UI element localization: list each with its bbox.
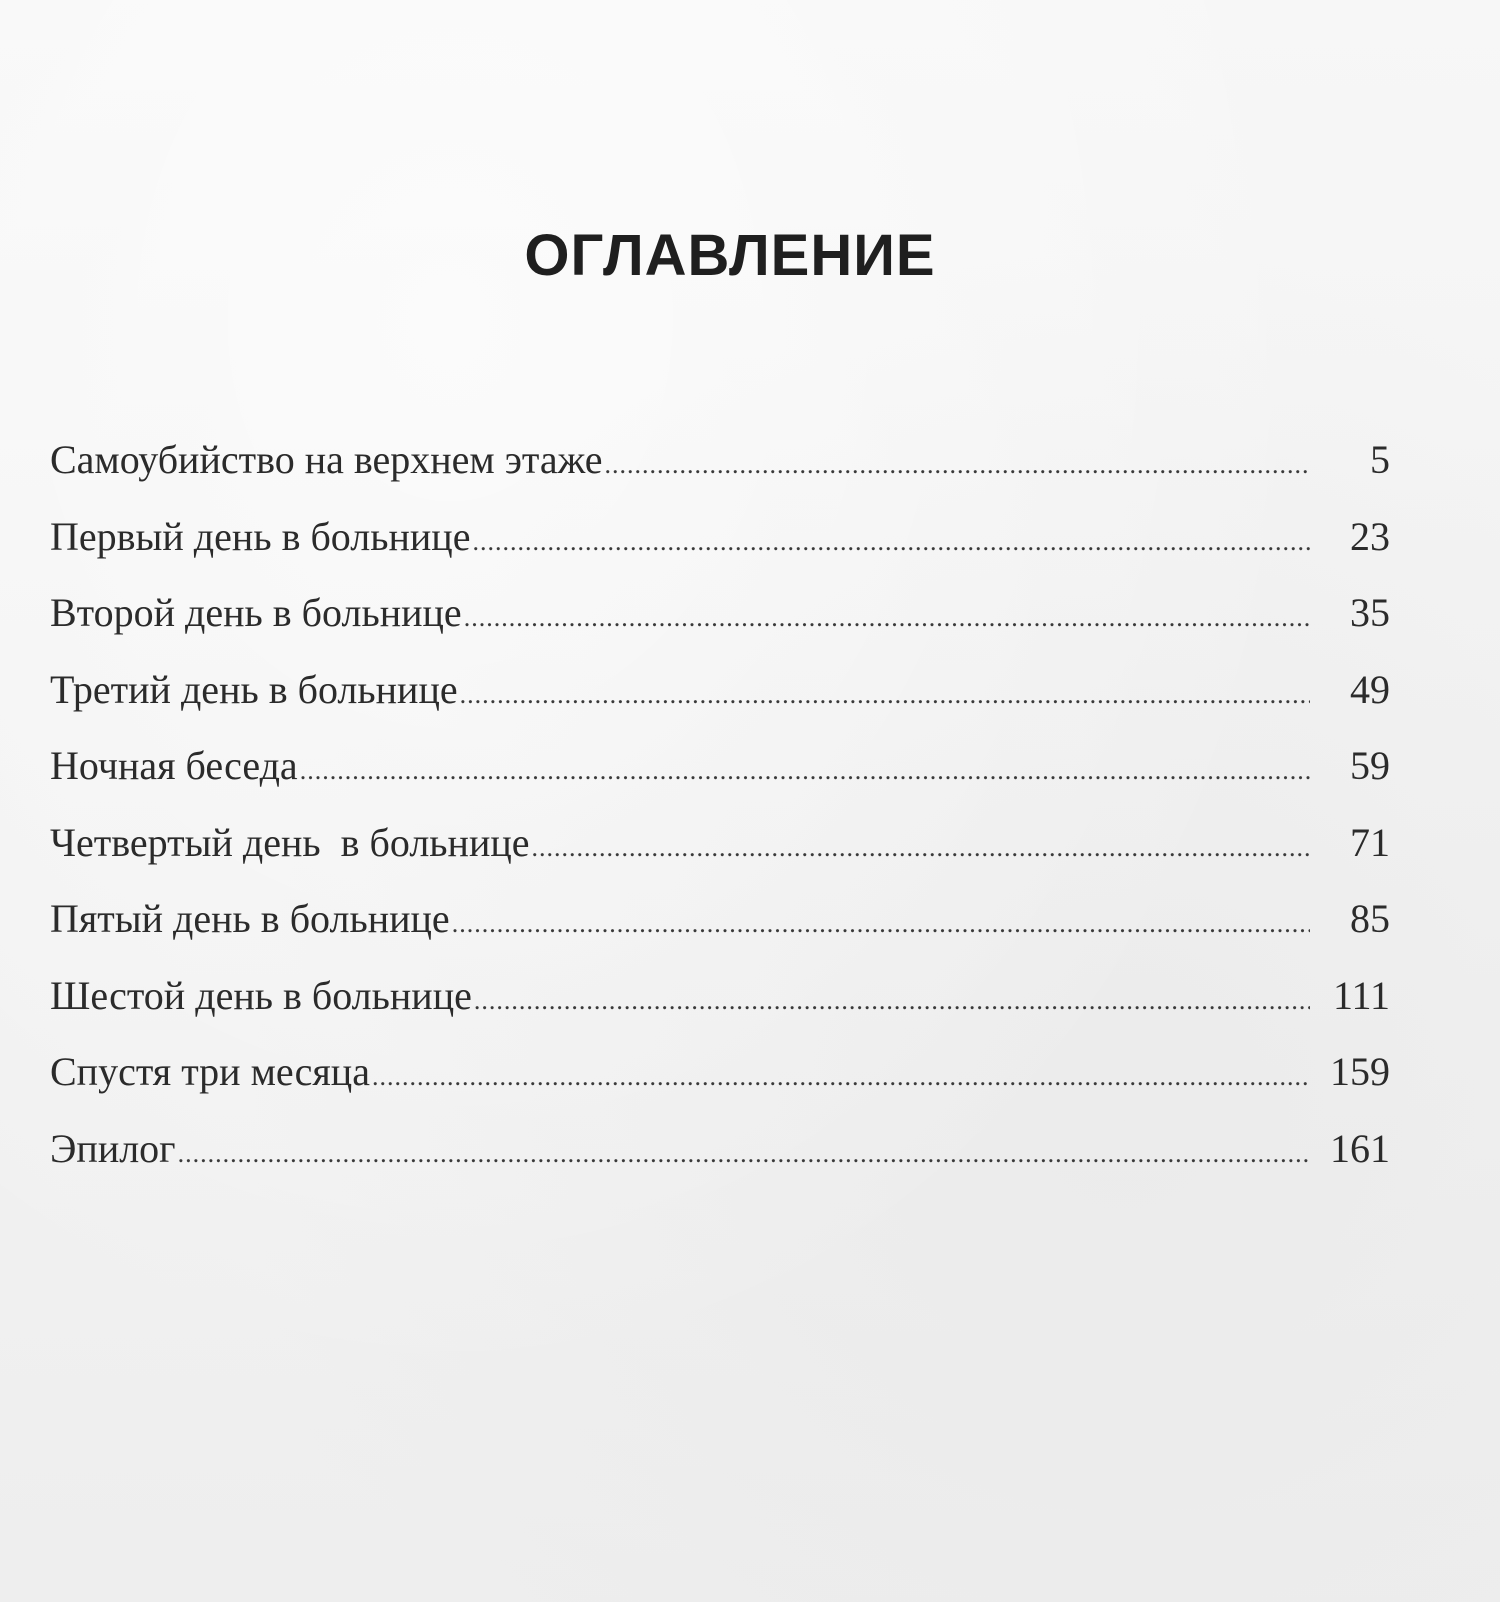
dot-leader <box>460 669 1310 721</box>
toc-entry-page: 85 <box>1350 896 1390 941</box>
toc-entry <box>50 893 1390 970</box>
toc-entry-title: Третий день в больнице <box>50 666 458 712</box>
toc-entry-page: 5 <box>1370 437 1390 482</box>
dot-leader <box>532 822 1310 874</box>
toc-entry <box>50 1123 1390 1200</box>
toc-entry-page: 35 <box>1350 590 1390 635</box>
toc-entry-title: Пятый день в больнице <box>50 896 450 941</box>
toc-entry-page: 23 <box>1350 513 1390 559</box>
dot-leader <box>474 975 1310 1027</box>
toc-entry <box>50 970 1390 1047</box>
toc-entry <box>50 511 1390 588</box>
dot-leader <box>472 516 1310 568</box>
toc-entry-title: Шестой день в больнице <box>50 972 472 1018</box>
dot-leader <box>605 439 1311 491</box>
dot-leader <box>452 898 1310 950</box>
dot-leader <box>464 592 1310 644</box>
page-title: ОГЛАВЛЕНИЕ <box>524 223 936 288</box>
table-of-contents <box>50 434 1390 1199</box>
toc-entry <box>50 587 1390 664</box>
toc-entry <box>50 740 1390 817</box>
toc-entry-page: 71 <box>1350 819 1390 865</box>
dot-leader <box>372 1051 1310 1103</box>
toc-entry-title: Ночная беседа <box>50 743 298 788</box>
toc-entry-page: 49 <box>1350 666 1390 712</box>
dot-leader <box>300 745 1310 797</box>
toc-entry <box>50 664 1390 741</box>
toc-entry-page: 111 <box>1332 972 1390 1018</box>
toc-entry <box>50 1046 1390 1123</box>
toc-entry-page: 59 <box>1350 743 1390 788</box>
toc-entry-title: Спустя три месяца <box>50 1049 370 1094</box>
toc-entry <box>50 434 1390 511</box>
dot-leader <box>178 1128 1310 1180</box>
toc-entry-title: Второй день в больнице <box>50 590 462 635</box>
toc-entry-title: Четвертый день в больнице <box>50 819 530 865</box>
toc-entry-page: 159 <box>1330 1049 1390 1094</box>
toc-entry-title: Первый день в больнице <box>50 513 471 559</box>
toc-entry-page: 161 <box>1330 1125 1390 1171</box>
toc-entry-title: Эпилог <box>50 1125 176 1171</box>
toc-entry <box>50 817 1390 894</box>
toc-entry-title: Самоубийство на верхнем этаже <box>50 437 603 482</box>
